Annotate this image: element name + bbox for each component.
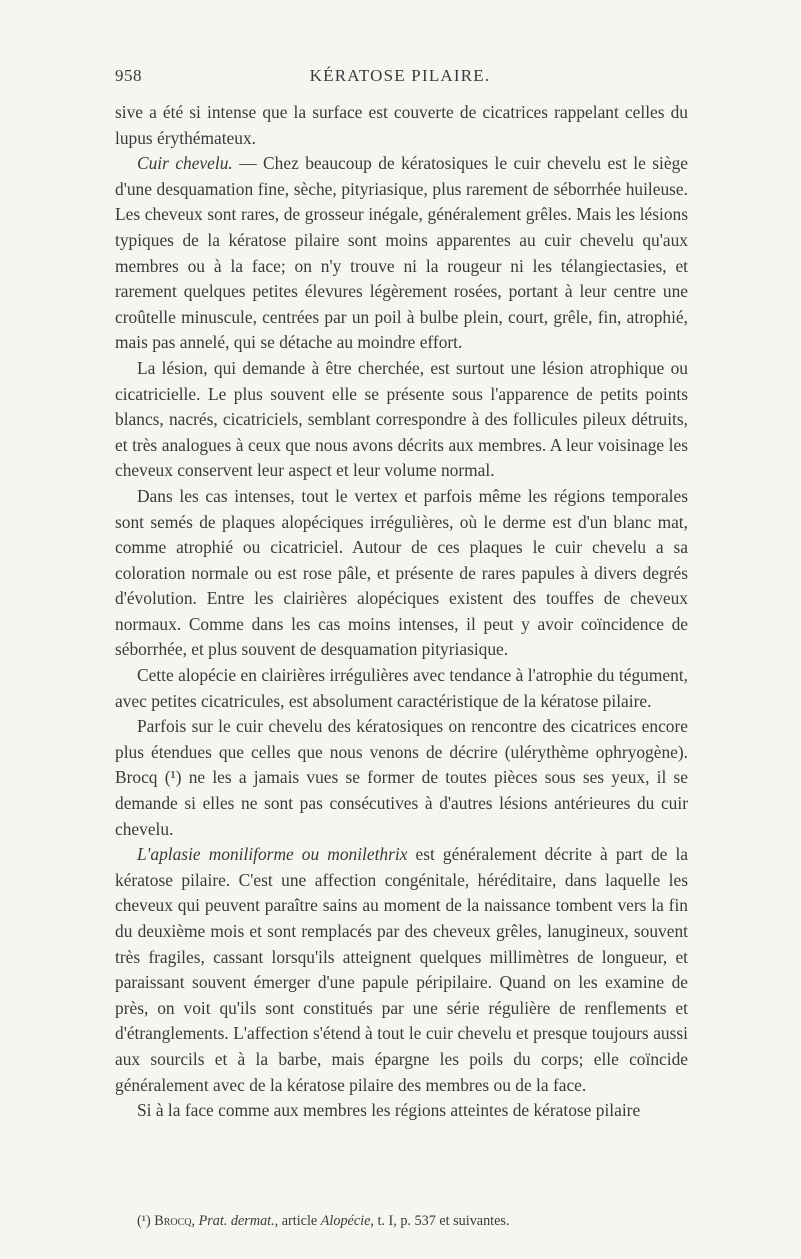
- paragraph-cicatrices: [115, 714, 688, 842]
- section-heading-aplasie: L'aplasie moniliforme ou monilethrix: [137, 844, 408, 865]
- paragraph-cuir-chevelu: [115, 151, 688, 356]
- paragraph-text: Dans les cas intenses, tout le vertex et parfois même les régions temporales sont semés de plaques alopéciques irrégulières, où le derme est d'un blanc mat, comme atrophié ou cicatriciel. Autour de ces plaques le cuir chevelu a sa coloration normale ou est rose pâle, et présente de rares papules à divers degrés d'évolution. Entre les clairières alopéciques existent des touffes de cheveux normaux. Comme dans les cas moins intenses, il peut y avoir coïncidence de séborrhée, et plus souvent de desquamation pityriasique.: [115, 485, 688, 660]
- paragraph-continuation: [115, 100, 688, 151]
- body-text: [115, 100, 688, 1124]
- paragraph-text: — Chez beaucoup de kératosiques le cuir chevelu est le siège d'une desquamation fine, sèche, pityriasique, plus rarement de séborrhée huileuse. Les cheveux sont rares, de grosseur inégale, généralement grêles. Mais les lésions typiques de la kératose pilaire sont moins apparentes au cuir chevelu qu'aux membres ou à la face; on n'y trouve ni la rougeur ni les télangiectasies, et rarement quelques petites élevures légèrement rosées, portant à leur centre une croûtelle minuscule, centrées par un poil à bulbe plein, court, grêle, fin, atrophié, mais pas annelé, qui se détache au moindre effort.: [115, 153, 688, 353]
- paragraph-last: [115, 1098, 688, 1124]
- paragraph-text: est généralement décrite à part de la kératose pilaire. C'est une affection congénitale, héréditaire, dans laquelle les cheveux qui peuvent paraître sains au moment de la naissance tombent vers la fin du deuxième mois et sont remplacés par des cheveux grêles, lanugineux, souvent très fragiles, cassant lorsqu'ils atteignent quelques millimètres de longueur, et paraissant souvent émerger d'une papule péripilaire. Quand on les examine de près, on voit qu'ils sont constitués par une série régulière de renflements et d'étranglements. L'affection s'étend à tout le cuir chevelu et presque toujours aussi aux sourcils et à la barbe, mais épargne les poils du corps; elle coïncide généralement avec de la kératose pilaire des membres ou de la face.: [115, 844, 688, 1095]
- paragraph-text: Cette alopécie en clairières irrégulières avec tendance à l'atrophie du tégument, avec petites cicatricules, est absolument caractéristique de la kératose pilaire.: [115, 665, 688, 711]
- paragraph-cas-intenses: [115, 484, 688, 663]
- page-number: 958: [115, 66, 142, 85]
- paragraph-text: Si à la face comme aux membres les régions atteintes de kératose pilaire: [137, 1100, 641, 1121]
- footnote-work: Prat. dermat.,: [198, 1213, 279, 1229]
- running-title: KÉRATOSE PILAIRE.: [309, 66, 491, 85]
- footnote-author: Brocq,: [154, 1213, 196, 1229]
- footnote-reference: t. I, p. 537 et suivantes.: [377, 1213, 510, 1229]
- paragraph-text: Parfois sur le cuir chevelu des kératosiques on rencontre des cicatrices encore plus étendues que celles que nous venons de décrire (ulérythème ophryogène). Brocq (¹) ne les a jamais vues se former de toutes pièces sous ses yeux, il se demande si elles ne sont pas consécutives à d'autres lésions antérieures du cuir chevelu.: [115, 716, 688, 839]
- footnote-article-title: Alopécie,: [320, 1213, 374, 1229]
- footnote-article: article: [281, 1213, 318, 1229]
- paragraph-text: sive a été si intense que la surface est couverte de cicatrices rappelant celles du lupus érythémateux.: [115, 102, 688, 148]
- section-heading-cuir-chevelu: Cuir chevelu.: [137, 153, 233, 174]
- paragraph-alopecie: [115, 663, 688, 714]
- footnote: [137, 1212, 697, 1230]
- paragraph-text: La lésion, qui demande à être cherchée, est surtout une lésion atrophique ou cicatricielle. Le plus souvent elle se présente sous l'apparence de petits points blancs, nacrés, cicatriciels, semblant correspondre à des follicules pileux détruits, et très analogues à ceux que nous avons décrits aux membres. A leur voisinage les cheveux conservent leur aspect et leur volume normal.: [115, 357, 688, 481]
- footnote-marker: (¹): [137, 1213, 151, 1229]
- paragraph-lesion: [115, 356, 688, 484]
- page-header: [115, 66, 685, 90]
- paragraph-aplasie: [115, 842, 688, 1098]
